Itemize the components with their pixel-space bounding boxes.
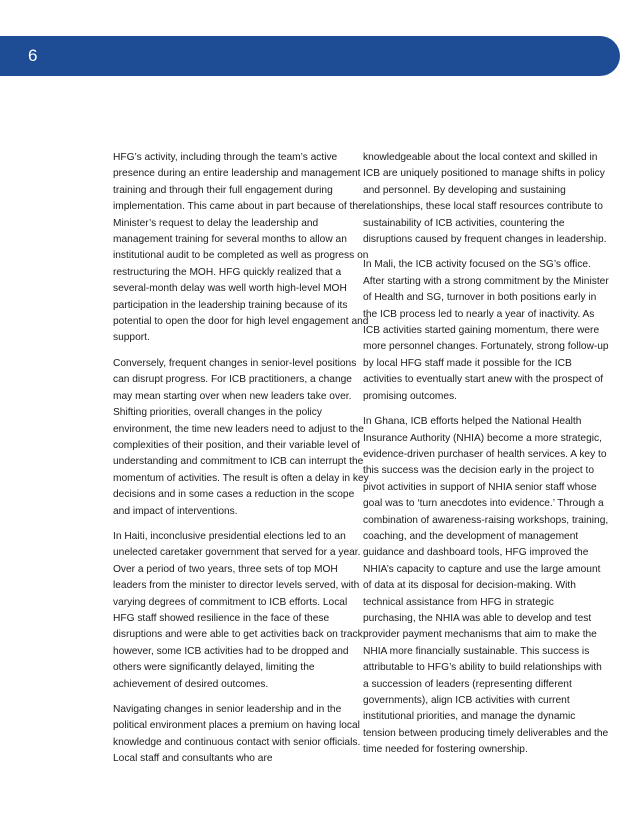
paragraph: Navigating changes in senior leadership and in the political environment places a premium on having local knowledge and continuous contact with senior officials. Local staff and consultants who are bbox=[113, 704, 361, 765]
paragraph: knowledgeable about the local context and skilled in ICB are uniquely positioned to manage shifts in policy and personnel. By developing and sustaining relationships, these local staff resources contribute to sustainability of ICB activities, countering the disruptions caused by frequent changes in leadership. bbox=[363, 152, 607, 246]
left-column bbox=[113, 150, 371, 777]
paragraph: In Ghana, ICB efforts helped the National Health Insurance Authority (NHIA) become a more strategic, evidence-driven purchaser of health services. A key to this success was the decision early in the project to pivot activities in support of NHIA senior staff whose goal was to ‘turn anecdotes into evidence.’ Through a combination of awareness-raising workshops, training, coaching, and the development of management guidance and dashboard tools, HFG improved the NHIA’s capacity to capture and use the large amount of data at its disposal for decision-making. With technical assistance from HFG in strategic purchasing, the NHIA was able to develop and test provider payment mechanisms that aim to make the NHIA more financially sustainable. This success is attributable to HFG’s ability to build relationships with a succession of leaders (representing different governments), align ICB activities with current institutional priorities, and manage the dynamic tension between producing timely deliverables and the time needed for fostering ownership. bbox=[363, 416, 609, 756]
paragraph: HFG’s activity, including through the team’s active presence during an entire leadership and management training and through their full engagement during implementation. This came about in part because of the Minister’s request to delay the leadership and management training for several months to allow an institutional audit to be completed as well as progress on restructuring the MOH. HFG quickly realized that a several-month delay was well worth high-level MOH participation in the leadership training because of its potential to open the door for high level engagement and support. bbox=[113, 152, 369, 344]
header-band bbox=[0, 36, 620, 76]
paragraph: In Haiti, inconclusive presidential elections led to an unelected caretaker government that served for a year. Over a period of two years, three sets of top MOH leaders from the minister to director levels served, with varying degrees of commitment to ICB efforts. Local HFG staff showed resilience in the face of these disruptions and were able to get activities back on track; however, some ICB activities had to be dropped and others were significantly delayed, limiting the achievement of desired outcomes. bbox=[113, 530, 366, 690]
page-number: 6 bbox=[28, 46, 38, 65]
right-column bbox=[363, 150, 609, 768]
paragraph: In Mali, the ICB activity focused on the SG’s office. After starting with a strong commitment by the Minister of Health and SG, turnover in both positions early in the ICB process led to nearly a year of inactivity. As ICB activities started gaining momentum, there were more personnel changes. Fortunately, strong follow-up by local HFG staff made it possible for the ICB activities to eventually start anew with the prospect of promising outcomes. bbox=[363, 259, 609, 402]
paragraph: Conversely, frequent changes in senior-level positions can disrupt progress. For ICB practitioners, a change may mean starting over when new leaders take over. Shifting priorities, overall changes in the policy environment, the time new leaders need to adjust to the complexities of their position, and their variable level of understanding and commitment to ICB can interrupt the momentum of activities. The result is often a delay in key decisions and in some cases a reduction in the scope and impact of interventions. bbox=[113, 357, 369, 517]
